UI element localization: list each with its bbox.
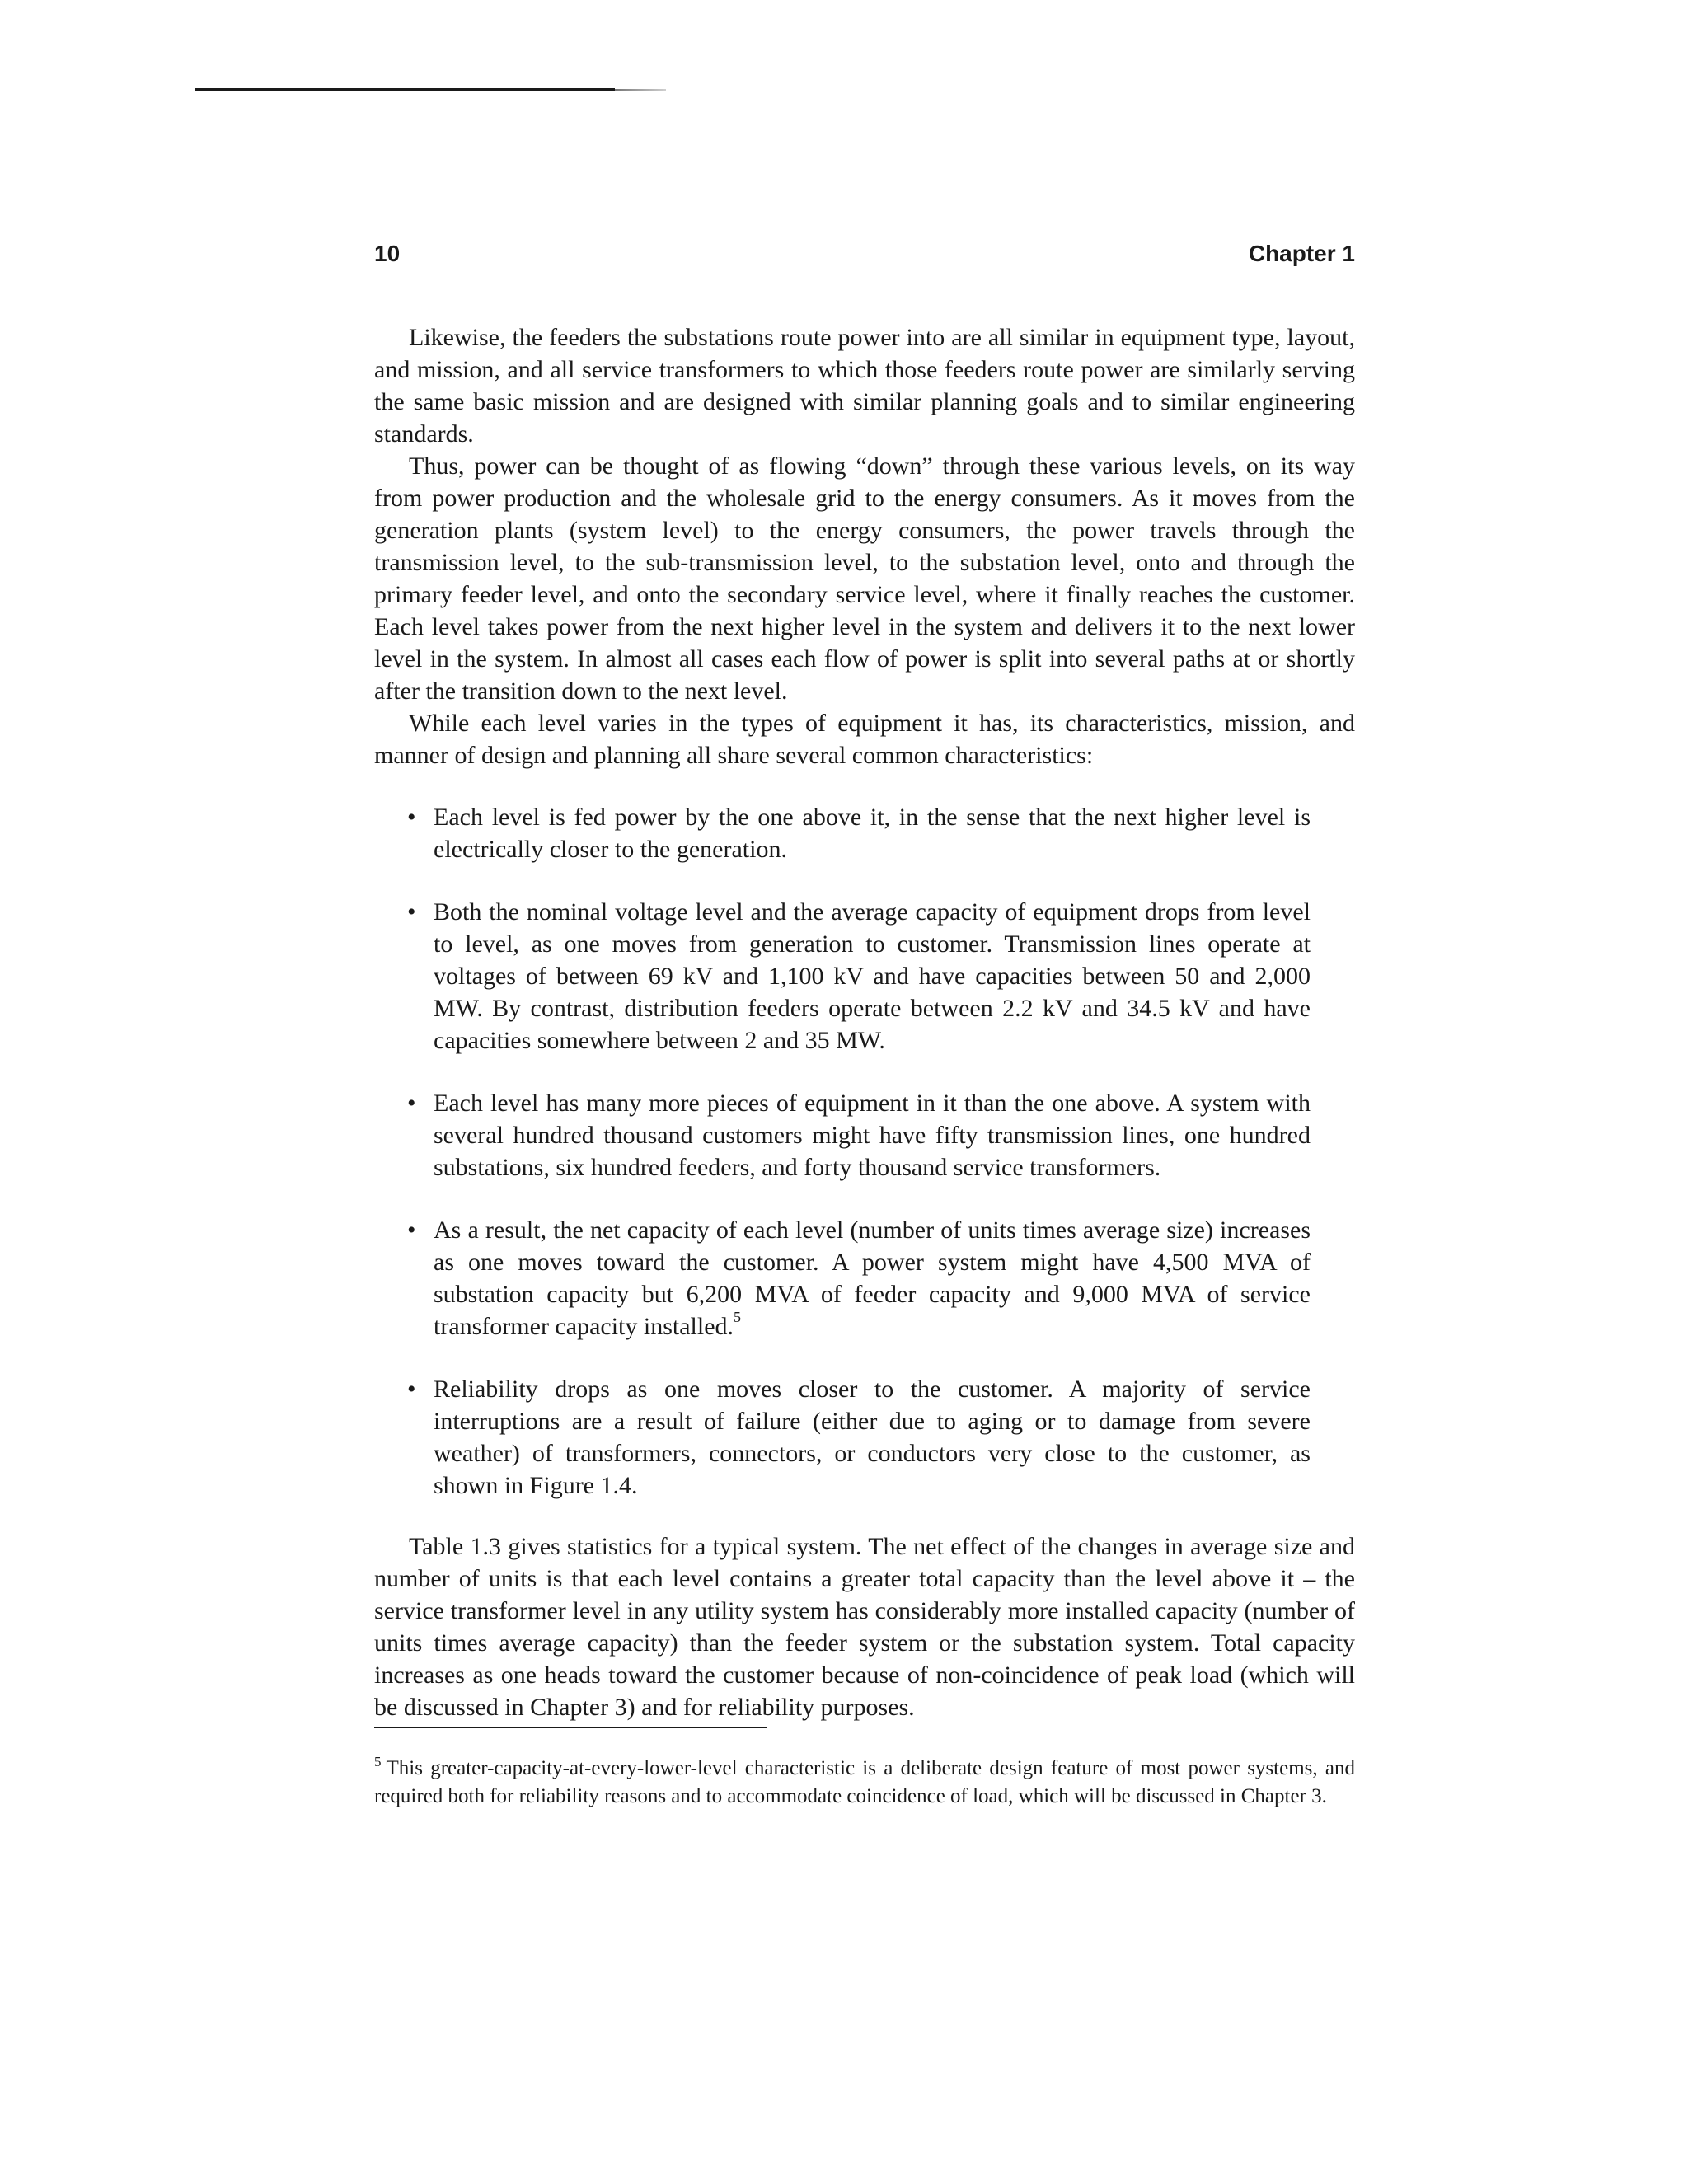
bullet-icon: •	[407, 804, 416, 831]
top-rule	[195, 88, 615, 91]
list-item-text: Each level has many more pieces of equipment in it than the one above. A system with several hundred thousand customers might have fifty transmission lines, one hundred substations, six hundred feeders, and forty thousand service transformers.	[434, 1090, 1311, 1181]
list-item-text: As a result, the net capacity of each level (number of units times average size) increases as one moves toward the customer. A power system might have 4,500 MVA of substation capacity but 6,200 MVA of feeder capacity and 9,000 MVA of service transformer capacity installed.	[434, 1216, 1311, 1340]
list-item-text: Each level is fed power by the one above it, in the sense that the next higher level is electrically closer to the generation.	[434, 804, 1311, 863]
list-item	[407, 1373, 1311, 1502]
list-item-text: Reliability drops as one moves closer to the customer. A majority of service interruptions are a result of failure (either due to aging or to damage from severe weather) of transformers, connectors, or conductors very close to the customer, as shown in Figure 1.4.	[434, 1376, 1311, 1499]
characteristics-list	[374, 801, 1311, 1502]
paragraph-power-flow: Thus, power can be thought of as flowing “down” through these various levels, on its way from power production and the wholesale grid to the energy consumers. As it moves from the generation plants (system level) to the energy consumers, the power travels through the transmission level, to the sub-transmission level, to the substation level, onto and through the primary feeder level, and onto the secondary service level, where it finally reaches the customer. Each level takes power from the next higher level in the system and delivers it to the next lower level in the system. In almost all cases each flow of power is split into several paths at or shortly after the transition down to the next level.	[374, 452, 1355, 705]
list-item	[407, 896, 1311, 1057]
paragraph-table-1-3: Table 1.3 gives statistics for a typical system. The net effect of the changes in average size and number of units is that each level contains a greater total capacity than the level above it – the service transformer level in any utility system has considerably more installed capacity (number of units times average capacity) than the feeder system or the substation system. Total capacity increases as one heads toward the customer because of non-coincidence of peak load (which will be discussed in Chapter 3) and for reliability purposes.	[374, 1533, 1355, 1721]
footnote	[374, 1755, 1355, 1810]
footnote-mark: 5	[374, 1754, 382, 1769]
top-rule-fade	[615, 89, 666, 91]
list-item	[407, 801, 1311, 865]
bullet-icon: •	[407, 1090, 416, 1117]
paragraph-common-characteristics: While each level varies in the types of equipment it has, its characteristics, mission, and manner of design and planning all share several common characteristics:	[374, 710, 1355, 769]
running-head	[374, 236, 1355, 275]
list-item	[407, 1214, 1311, 1343]
paragraph-likewise: Likewise, the feeders the substations route power into are all similar in equipment type, layout, and mission, and all service transformers to which those feeders route power are similarly serving the same basic mission and are designed with similar planning goals and to similar engineering standards.	[374, 324, 1355, 448]
bullet-icon: •	[407, 898, 416, 926]
chapter-label: Chapter 1	[1248, 241, 1355, 266]
list-item-text: Both the nominal voltage level and the average capacity of equipment drops from level to level, as one moves from generation to customer. Transmission lines operate at voltages of between 69 kV and 1,100 kV and have capacities between 50 and 2,000 MW. By contrast, distribution feeders operate between 2.2 kV and 34.5 kV and have capacities somewhere between 2 and 35 MW.	[434, 898, 1311, 1054]
list-item	[407, 1087, 1311, 1183]
footnote-text: This greater-capacity-at-every-lower-level characteristic is a deliberate design feature of most power systems, and required both for reliability reasons and to accommodate coincidence of load, which will be discussed in Chapter 3.	[374, 1757, 1355, 1807]
page-number: 10	[374, 241, 401, 266]
body-text	[374, 321, 1355, 1723]
bullet-icon: •	[407, 1216, 416, 1244]
footnote-reference: 5	[734, 1309, 742, 1325]
footnote-rule	[374, 1727, 767, 1728]
bullet-icon: •	[407, 1376, 416, 1403]
